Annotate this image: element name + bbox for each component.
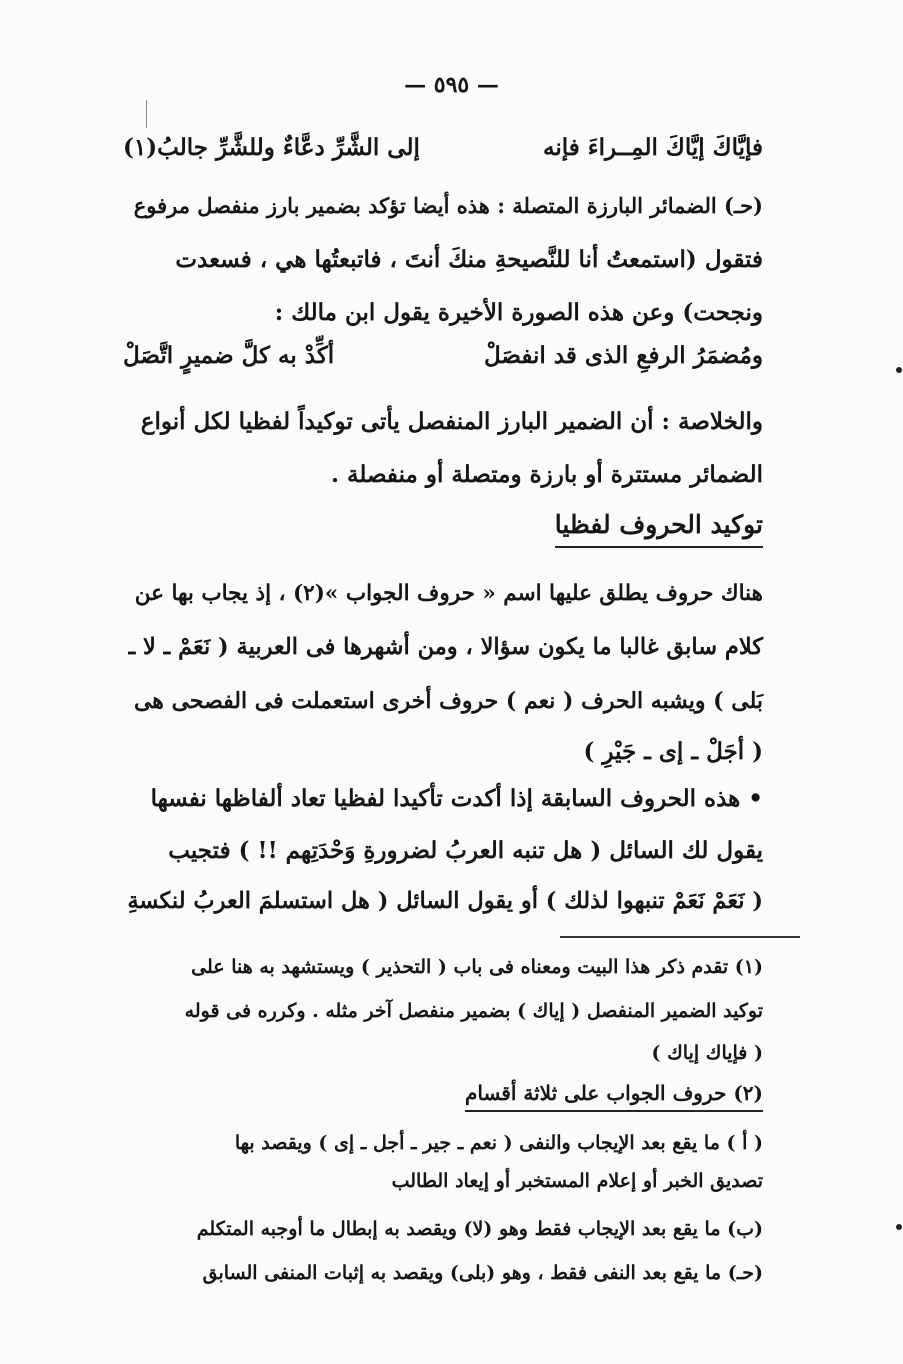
- footnote-line: تصديق الخبر أو إعلام المستخبر أو إيعاد الطالب: [391, 1170, 763, 1192]
- footnote-line: (١) تقدم ذكر هذا البيت ومعناه فى باب ( التحذير ) ويستشهد به هنا على: [191, 956, 763, 978]
- text-line: كلام سابق غالبا ما يكون سؤالا ، ومن أشهرها فى العربية ( نَعَمْ ـ لا ـ: [128, 634, 763, 660]
- section-heading: توكيد الحروف لفظيا: [555, 506, 763, 548]
- scan-dot: [896, 1224, 902, 1230]
- verse-hemistich: فإيَّاكَ إيَّاكَ المِــراءَ فإنه: [543, 134, 763, 161]
- text-line: ( نَعَمْ نَعَمْ تنبهوا لذلك ) أو يقول السائل ( هل استسلمَ العربُ لنكسةِ: [127, 888, 763, 914]
- verse-line: [123, 342, 763, 382]
- footnote-heading: (٢) حروف الجواب على ثلاثة أقسام: [465, 1076, 763, 1112]
- text-line: يقول لك السائل ( هل تنبه العربُ لضرورةِ وَحْدَتِهم !! ) فتجيب: [168, 837, 763, 864]
- footnote-line: (حـ) ما يقع بعد النفى فقط ، وهو (بلى) ويقصد به إثبات المنفى السابق: [202, 1262, 763, 1284]
- verse-hemistich: أكِّدْ به كلَّ ضميرٍ اتَّصَلْ: [123, 342, 335, 369]
- page-number: — ٥٩٥ —: [404, 72, 499, 98]
- footnote-line: (ب) ما يقع بعد الإيجاب فقط وهو (لا) ويقصد به إبطال ما أوجبه المتكلم: [196, 1218, 763, 1240]
- footnote-line: توكيد الضمير المنفصل ( إياك ) بضمير منفصل آخر مثله . وكرره فى قوله: [184, 1000, 763, 1022]
- margin-mark: [146, 100, 147, 128]
- verse-line: [123, 134, 763, 174]
- text-line: ونجحت) وعن هذه الصورة الأخيرة يقول ابن مالك :: [274, 299, 763, 326]
- text-line: الضمائر مستترة أو بارزة ومتصلة أو منفصلة .: [331, 461, 763, 488]
- text-line: ( أجَلْ ـ إى ـ جَيْرِ ): [583, 738, 763, 765]
- text-line: بَلى ) ويشبه الحرف ( نعم ) حروف أخرى استعملت فى الفصحى هى: [133, 688, 763, 714]
- text-line: فتقول (استمعتُ أنا للنَّصيحةِ منكَ أنتَ ، فاتبعتُها هي ، فسعدت: [175, 246, 763, 273]
- scan-dot: [896, 367, 902, 373]
- footnote-divider: [560, 936, 800, 938]
- text-line: • هذه الحروف السابقة إذا أكدت تأكيدا لفظيا تعاد ألفاظها نفسها: [150, 785, 763, 812]
- text-line: هناك حروف يطلق عليها اسم « حروف الجواب »(٢) ، إذ يجاب بها عن: [134, 581, 763, 606]
- text-line: (حـ) الضمائر البارزة المتصلة : هذه أيضا تؤكد بضمير بارز منفصل مرفوع: [133, 193, 763, 218]
- text-line: والخلاصة : أن الضمير البارز المنفصل يأتى توكيداً لفظيا لكل أنواع: [140, 408, 763, 435]
- footnote-line: ( فإياك إياك ): [651, 1042, 763, 1064]
- verse-hemistich: إلى الشَّرِّ دعَّاءٌ وللشَّرِّ جالبُ(١): [123, 134, 420, 161]
- footnote-line: ( أ ) ما يقع بعد الإيجاب والنفى ( نعم ـ جير ـ أجل ـ إى ) ويقصد بها: [234, 1132, 763, 1154]
- verse-hemistich: ومُضمَرُ الرفعِ الذى قد انفصَلْ: [483, 342, 763, 369]
